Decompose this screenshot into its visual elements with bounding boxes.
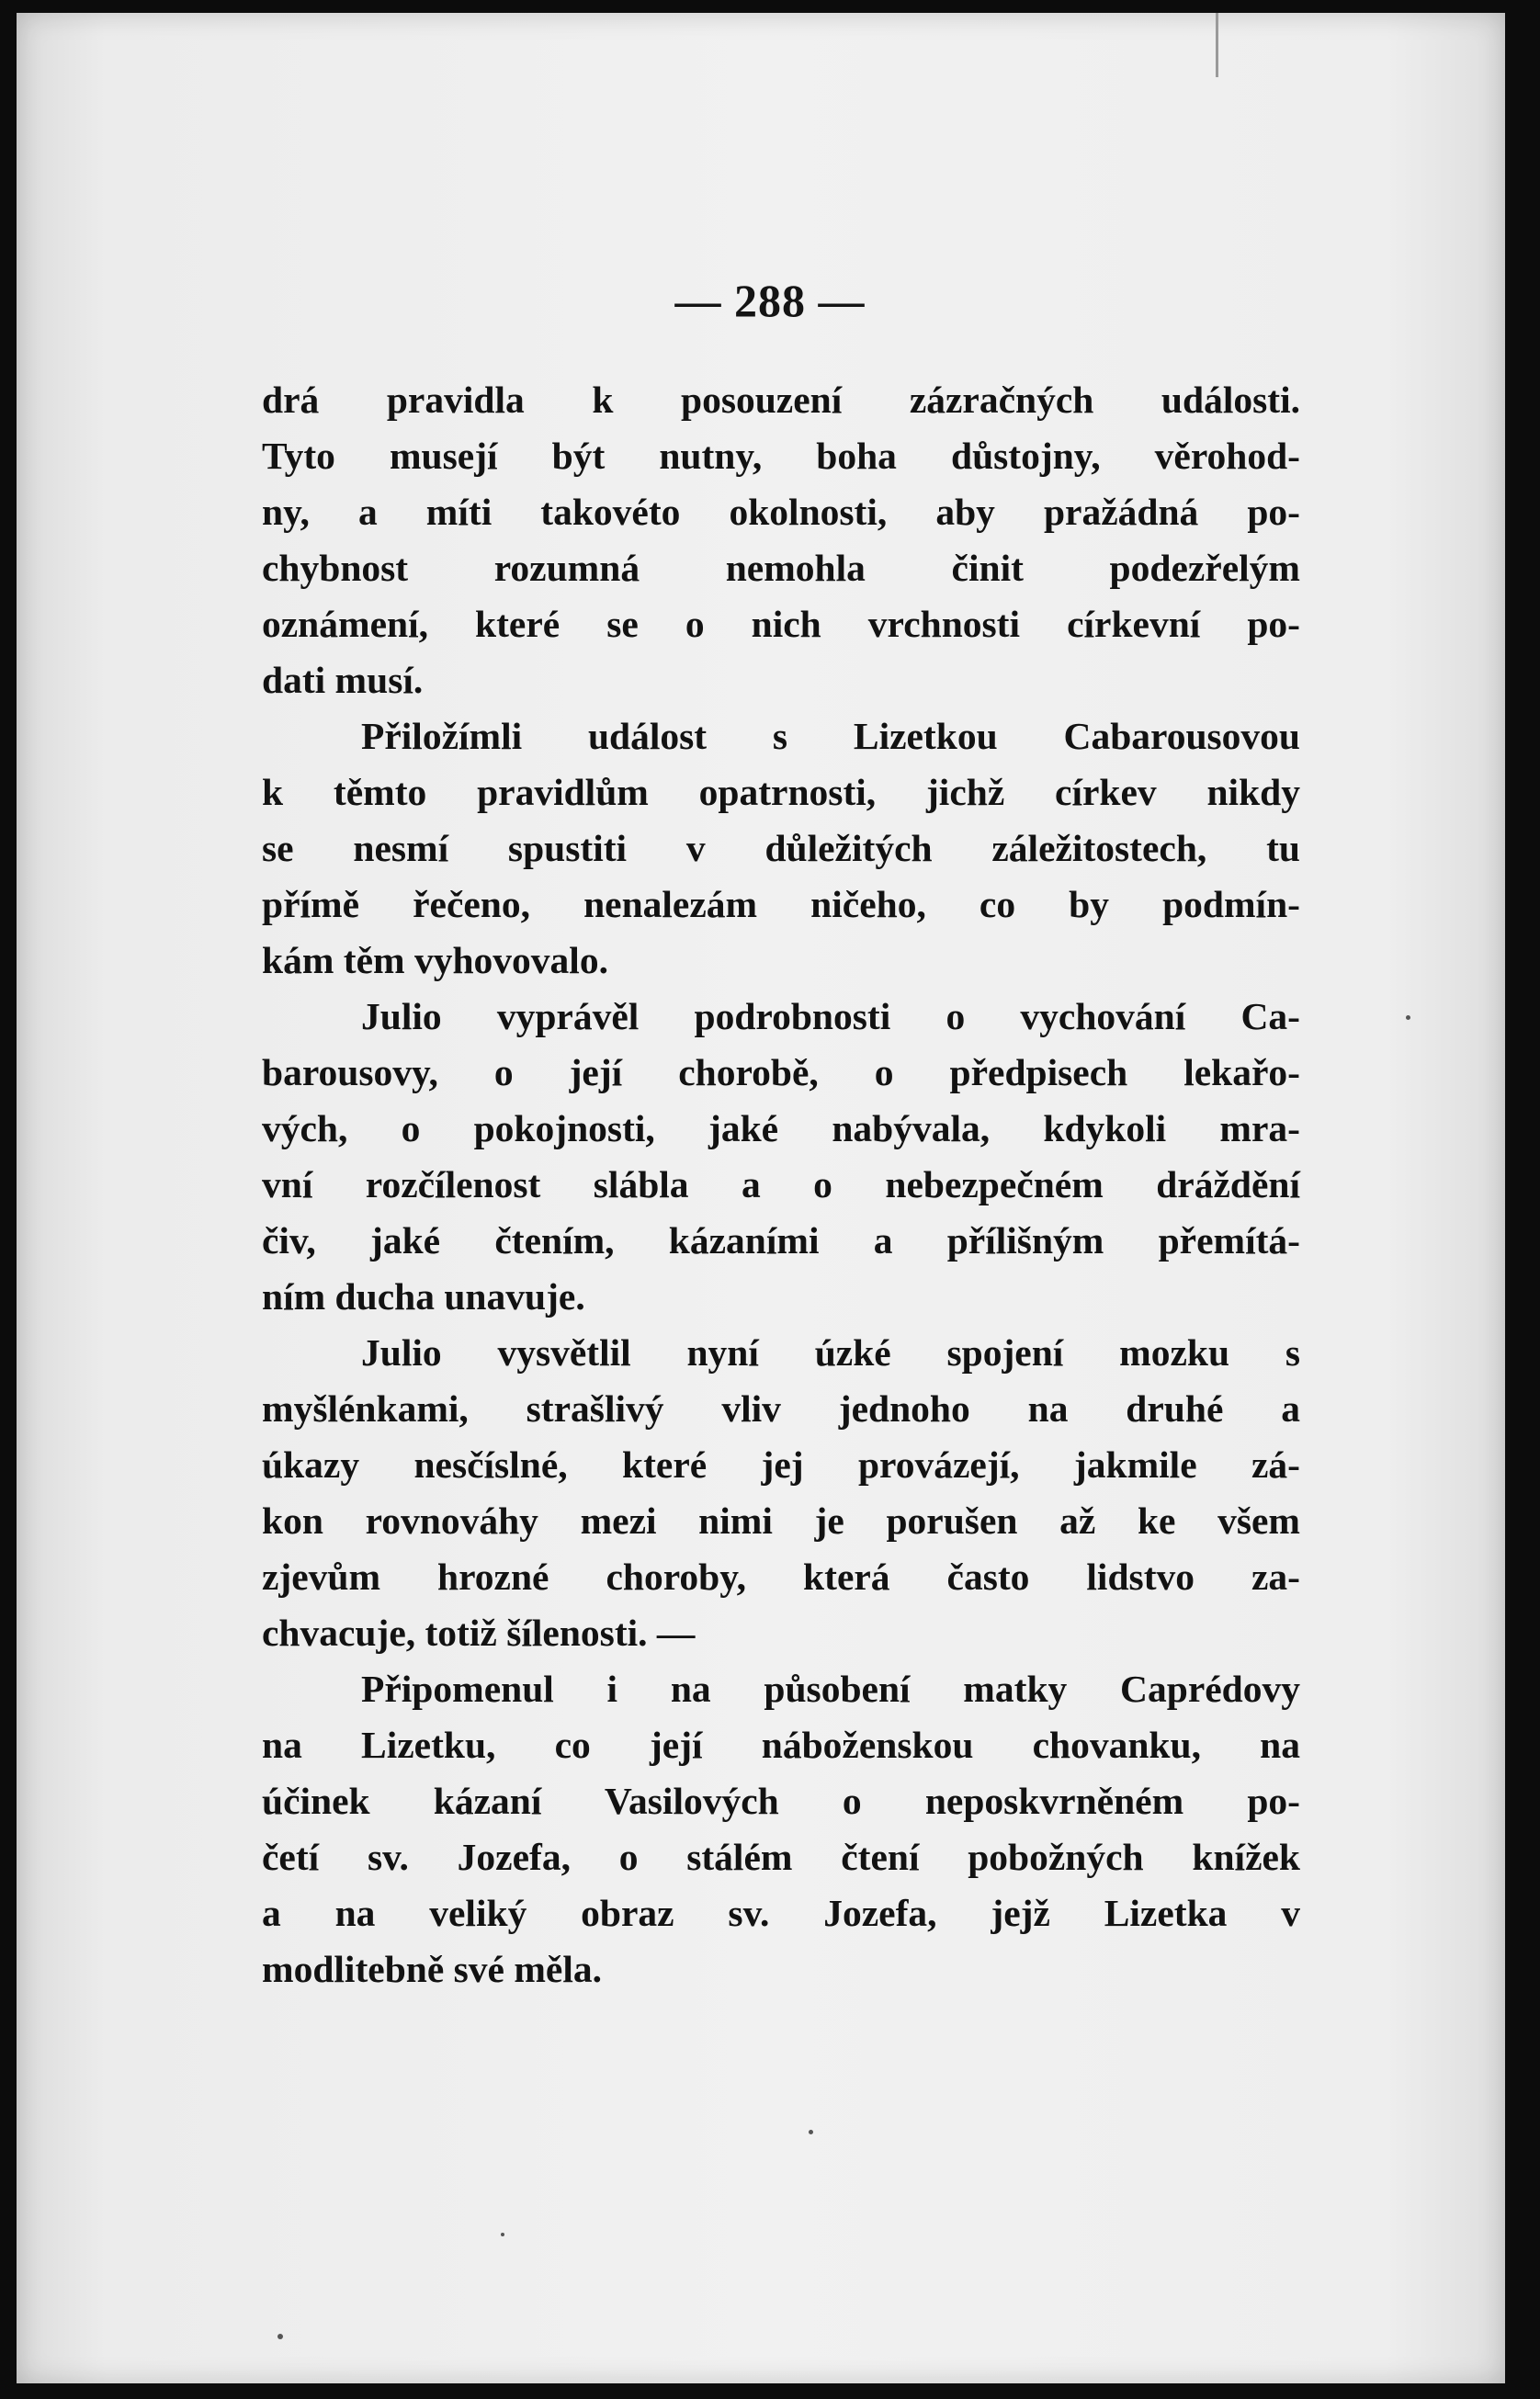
text-line: ním ducha unavuje.	[262, 1275, 585, 1318]
text-line: k těmto pravidlům opatrnosti, jichž církev nikdy	[262, 771, 1300, 813]
text-line: barousovy, o její chorobě, o předpisech lekařo-	[262, 1051, 1300, 1093]
body-text	[262, 372, 1300, 1997]
paper-speck	[809, 2130, 813, 2134]
text-line: Julio vysvětlil nyní úzké spojení mozku s	[361, 1331, 1300, 1374]
text-line: Tyto musejí být nutny, boha důstojny, věrohod-	[262, 435, 1300, 477]
text-line: kon rovnováhy mezi nimi je porušen až ke všem	[262, 1499, 1300, 1542]
text-line: a na veliký obraz sv. Jozefa, jejž Lizetka v	[262, 1892, 1300, 1934]
text-line: chybnost rozumná nemohla činit podezřelým	[262, 547, 1300, 589]
text-line: dati musí.	[262, 659, 424, 701]
text-line: vní rozčílenost slábla a o nebezpečném dráždění	[262, 1163, 1300, 1205]
text-line: na Lizetku, co její náboženskou chovanku, na	[262, 1724, 1300, 1766]
text-line: čiv, jaké čtením, kázaními a přílišným přemítá-	[262, 1219, 1300, 1262]
text-line: přímě řečeno, nenalezám ničeho, co by podmín-	[262, 883, 1300, 925]
paper-speck	[1406, 1015, 1410, 1020]
text-line: účinek kázaní Vasilových o neposkvrněném po-	[262, 1780, 1300, 1822]
text-line: četí sv. Jozefa, o stálém čtení pobožných knížek	[262, 1836, 1300, 1878]
text-line: oznámení, které se o nich vrchnosti církevní po-	[262, 603, 1300, 645]
text-line: zjevům hrozné choroby, která často lidstvo za-	[262, 1556, 1300, 1598]
text-line: myšlénkami, strašlivý vliv jednoho na druhé a	[262, 1387, 1300, 1430]
text-line: kám těm vyhovovalo.	[262, 939, 608, 981]
paper-speck	[277, 2334, 283, 2339]
text-line: vých, o pokojnosti, jaké nabývala, kdykoli mra-	[262, 1107, 1300, 1149]
text-line: úkazy nesčíslné, které jej provázejí, jakmile zá-	[262, 1443, 1300, 1486]
text-line: ny, a míti takovéto okolnosti, aby pražádná po-	[262, 491, 1300, 533]
page-number: — 288 —	[674, 275, 866, 326]
paper-fold-mark	[1216, 13, 1218, 77]
text-line: Julio vyprávěl podrobnosti o vychování Ca-	[361, 995, 1300, 1037]
text-line: Přiložímli událost s Lizetkou Cabarousovou	[361, 715, 1300, 757]
text-line: Připomenul i na působení matky Caprédovy	[361, 1668, 1300, 1710]
text-line: se nesmí spustiti v důležitých záležitostech, tu	[262, 827, 1300, 869]
paper-speck	[501, 2233, 504, 2236]
text-line: chvacuje, totiž šílenosti. —	[262, 1612, 696, 1654]
text-line: drá pravidla k posouzení zázračných události.	[262, 379, 1300, 421]
text-line: modlitebně své měla.	[262, 1948, 602, 1990]
